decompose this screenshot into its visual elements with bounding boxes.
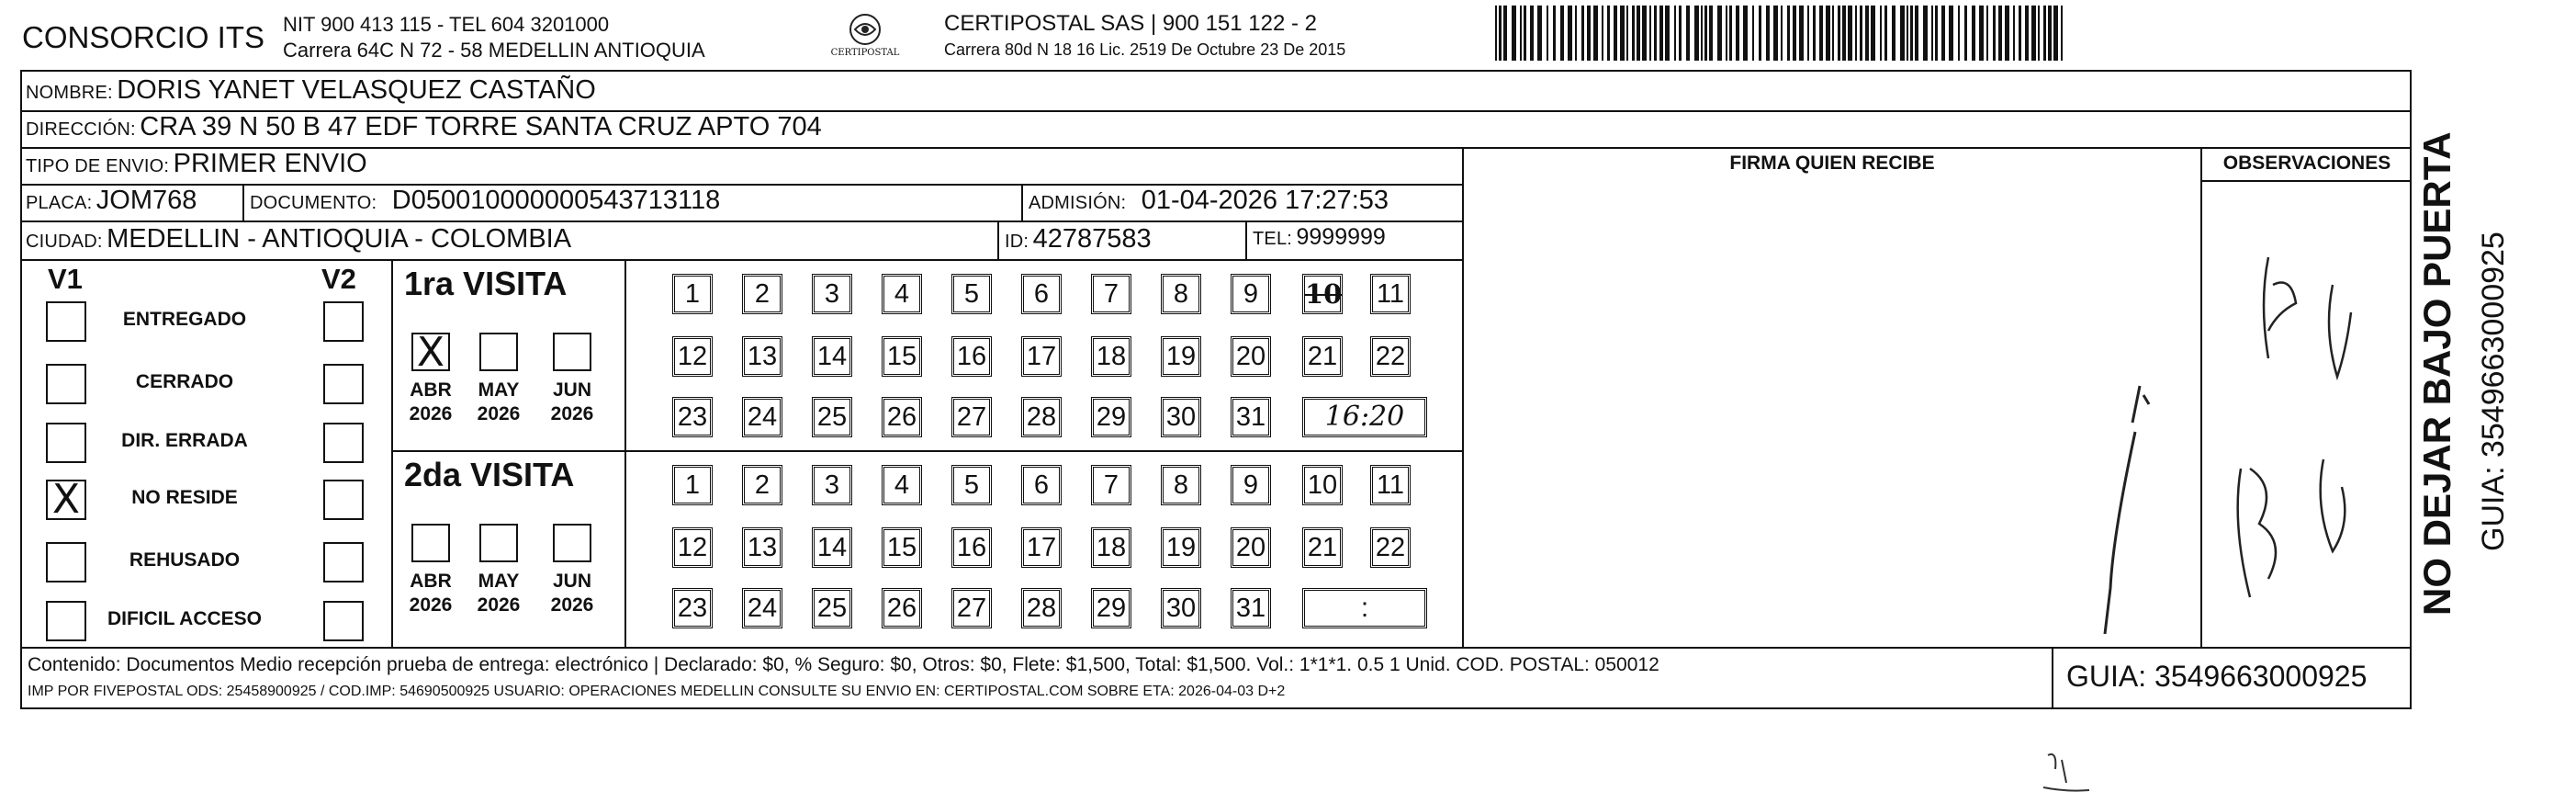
admision-label: ADMISIÓN: [1029, 193, 1127, 213]
company-nit-tel: NIT 900 413 115 - TEL 604 3201000 [283, 13, 610, 36]
visit-day-box[interactable]: 12 [672, 527, 713, 568]
status-v2-checkbox[interactable] [323, 601, 364, 641]
visit-day-box[interactable]: 24 [742, 397, 782, 437]
visit-day-box[interactable]: 28 [1021, 588, 1062, 628]
visit-day-box[interactable]: 20 [1231, 527, 1271, 568]
status-label: DIFICIL ACCESO [107, 608, 262, 629]
visit-day-box[interactable]: 5 [951, 274, 992, 314]
visit-month-checkbox[interactable] [553, 524, 591, 562]
visit-day-box[interactable]: 31 [1231, 588, 1271, 628]
visit-day-box[interactable]: 10 [1302, 274, 1343, 314]
status-label: ENTREGADO [122, 309, 247, 330]
direccion-value: CRA 39 N 50 B 47 EDF TORRE SANTA CRUZ APTO 704 [140, 112, 822, 141]
visit-day-box[interactable]: 26 [882, 397, 922, 437]
observaciones-header: OBSERVACIONES [2222, 153, 2391, 174]
visit-day-box[interactable]: 7 [1091, 274, 1131, 314]
side-guia-number: GUIA: 3549663000925 [2476, 232, 2511, 551]
visit-day-box[interactable]: 19 [1161, 527, 1201, 568]
tipo-envio-row [26, 149, 367, 179]
logo-text: CERTIPOSTAL [830, 48, 900, 58]
visit-day-box[interactable]: 25 [812, 397, 852, 437]
visit-day-box[interactable]: 8 [1161, 465, 1201, 505]
documento-value: D050010000000543713118 [391, 186, 721, 215]
direccion-label: DIRECCIÓN: [26, 119, 136, 140]
visit-day-box[interactable]: 23 [672, 397, 713, 437]
visit-day-box[interactable]: 29 [1091, 397, 1131, 437]
carrier-license: Carrera 80d N 18 16 Lic. 2519 De Octubre 23 De 2015 [944, 40, 1346, 59]
nombre-value: DORIS YANET VELASQUEZ CASTAÑO [117, 75, 596, 105]
signature-scribble [2085, 368, 2158, 643]
contenido-text: Contenido: Documentos Medio recepción prueba de entrega: electrónico | Declarado: $0, % Seguro: $0, Otros: $0, Flete: $1,500, Total: $1,500. Vol.: 1*1*1. 0.5 1 Unid. COD. POSTAL: 050012 [28, 654, 1659, 675]
nombre-row [26, 75, 596, 106]
status-v2-checkbox[interactable] [323, 423, 364, 463]
visit-month-label: JUN 2026 [550, 379, 594, 424]
status-v1-checkbox[interactable] [46, 301, 86, 342]
firma-header: FIRMA QUIEN RECIBE [1729, 153, 1935, 174]
visit-day-box[interactable]: 22 [1370, 527, 1411, 568]
visit-day-box[interactable]: 15 [882, 336, 922, 377]
status-v1-checkbox[interactable] [46, 423, 86, 463]
status-v1-checkbox[interactable] [46, 476, 86, 523]
barcode [1495, 6, 2070, 61]
status-label: DIR. ERRADA [121, 430, 248, 451]
visit-day-box[interactable]: 25 [812, 588, 852, 628]
visit-day-box[interactable]: 2 [742, 465, 782, 505]
placa-value: JOM768 [96, 186, 197, 215]
visit-day-box[interactable]: 11 [1370, 274, 1411, 314]
status-label: REHUSADO [129, 549, 241, 571]
carrier-name: CERTIPOSTAL SAS | 900 151 122 - 2 [944, 11, 1317, 36]
visit-month-label: MAY 2026 [477, 571, 521, 616]
guia-number: GUIA: 3549663000925 [2066, 660, 2368, 693]
visit-day-box[interactable]: 9 [1231, 274, 1271, 314]
company-name: CONSORCIO ITS [22, 20, 265, 54]
placa-field [26, 186, 197, 216]
placa-label: PLACA: [26, 193, 93, 213]
visit-month-checkbox[interactable] [411, 329, 450, 376]
status-v1-checkbox[interactable] [46, 601, 86, 641]
status-v2-checkbox[interactable] [323, 301, 364, 342]
visit-day-box[interactable]: 27 [951, 588, 992, 628]
visit-month-checkbox[interactable] [411, 524, 450, 562]
ink-mark [2039, 746, 2094, 801]
visit-day-box[interactable]: 10 [1302, 465, 1343, 505]
visit-day-box[interactable]: 14 [812, 336, 852, 377]
visit-day-box[interactable]: 16 [951, 336, 992, 377]
visit-day-box[interactable]: 18 [1091, 527, 1131, 568]
imp-text: IMP POR FIVEPOSTAL ODS: 25458900925 / COD.IMP: 54690500925 USUARIO: OPERACIONES MEDELLIN CONSULTE SU ENVIO EN: CERTIPOSTAL.COM SOBRE ETA: 2026-04-03 D+2 [28, 684, 1286, 699]
visit-day-box[interactable]: 15 [882, 527, 922, 568]
admision-field [1029, 186, 1389, 216]
visit-day-box[interactable]: 9 [1231, 465, 1271, 505]
visit-month-checkbox[interactable] [479, 524, 518, 562]
visit-day-box[interactable]: 3 [812, 465, 852, 505]
tel-label: TEL: [1253, 229, 1293, 249]
visit-day-box[interactable]: 16 [951, 527, 992, 568]
visit-day-box[interactable]: 23 [672, 588, 713, 628]
visit-day-box[interactable]: 8 [1161, 274, 1201, 314]
visit-title: 1ra VISITA [404, 265, 568, 302]
visit-day-box[interactable]: 14 [812, 527, 852, 568]
visit-day-box[interactable]: 12 [672, 336, 713, 377]
visit-day-box[interactable]: 30 [1161, 397, 1201, 437]
ciudad-label: CIUDAD: [26, 232, 103, 252]
visit-day-box[interactable]: 18 [1091, 336, 1131, 377]
visit-day-box[interactable]: 24 [742, 588, 782, 628]
visit-day-box[interactable]: 1 [672, 274, 713, 314]
visit-day-box[interactable]: 20 [1231, 336, 1271, 377]
visit-month-label: MAY 2026 [477, 379, 521, 424]
visit-day-box[interactable]: 30 [1161, 588, 1201, 628]
status-v1-checkbox[interactable] [46, 542, 86, 582]
visit-day-box[interactable]: 19 [1161, 336, 1201, 377]
direccion-row [26, 112, 822, 142]
visit-day-box[interactable]: 17 [1021, 336, 1062, 377]
visit-day-box[interactable]: 4 [882, 274, 922, 314]
visit-month-checkbox[interactable] [479, 333, 518, 371]
visit-day-box[interactable]: 22 [1370, 336, 1411, 377]
tel-field [1253, 224, 1386, 251]
admision-value: 01-04-2026 17:27:53 [1141, 186, 1389, 215]
visit-day-box[interactable]: 29 [1091, 588, 1131, 628]
visit-day-box[interactable]: 28 [1021, 397, 1062, 437]
status-v1-mark: X [51, 476, 81, 523]
status-v2-checkbox[interactable] [323, 364, 364, 404]
company-address: Carrera 64C N 72 - 58 MEDELLIN ANTIOQUIA [283, 39, 705, 62]
visit-day-box[interactable]: 5 [951, 465, 992, 505]
id-label: ID: [1005, 232, 1029, 252]
v1-label: V1 [48, 263, 83, 295]
documento-label: DOCUMENTO: [250, 193, 377, 213]
tipo-envio-value: PRIMER ENVIO [173, 149, 367, 178]
ciudad-value: MEDELLIN - ANTIOQUIA - COLOMBIA [107, 224, 572, 254]
id-field [1005, 224, 1152, 254]
visit-month-label: JUN 2026 [550, 571, 594, 616]
status-label: CERRADO [135, 371, 234, 392]
status-v1-checkbox[interactable] [46, 364, 86, 404]
visit-day-box[interactable]: 26 [882, 588, 922, 628]
id-value: 42787583 [1032, 224, 1152, 254]
visit-month-label: ABR 2026 [409, 571, 453, 616]
visit-time-field[interactable]: : [1302, 588, 1427, 628]
visit-day-box[interactable]: 31 [1231, 397, 1271, 437]
tel-value: 9999999 [1296, 224, 1386, 250]
status-v2-checkbox[interactable] [323, 480, 364, 520]
visit-day-box[interactable]: 17 [1021, 527, 1062, 568]
no-dejar-bajo-puerta: NO DEJAR BAJO PUERTA [2415, 131, 2458, 616]
status-v2-checkbox[interactable] [323, 542, 364, 582]
visit-day-box[interactable]: 13 [742, 336, 782, 377]
visit-day-box[interactable]: 6 [1021, 465, 1062, 505]
visit-day-box[interactable]: 3 [812, 274, 852, 314]
visit-day-box[interactable]: 21 [1302, 527, 1343, 568]
visit-day-box[interactable]: 4 [882, 465, 922, 505]
visit-day-box[interactable]: 1 [672, 465, 713, 505]
v2-label: V2 [321, 263, 356, 295]
visit-day-box[interactable]: 2 [742, 274, 782, 314]
visit-day-box[interactable]: 21 [1302, 336, 1343, 377]
status-label: NO RESIDE [131, 487, 238, 508]
visit-day-box[interactable]: 27 [951, 397, 992, 437]
visit-month-label: ABR 2026 [409, 379, 453, 424]
visit-time-field[interactable]: 16:20 [1302, 397, 1427, 437]
ciudad-field [26, 224, 571, 254]
tipo-envio-label: TIPO DE ENVIO: [26, 156, 170, 176]
visit-day-box[interactable]: 7 [1091, 465, 1131, 505]
visit-month-mark: X [416, 329, 445, 376]
visit-title: 2da VISITA [404, 456, 575, 493]
observaciones-handwriting [2222, 248, 2406, 634]
visit-day-box[interactable]: 6 [1021, 274, 1062, 314]
visit-day-box[interactable]: 13 [742, 527, 782, 568]
nombre-label: NOMBRE: [26, 83, 113, 103]
visit-month-checkbox[interactable] [553, 333, 591, 371]
visit-day-box[interactable]: 11 [1370, 465, 1411, 505]
documento-field [250, 186, 720, 216]
